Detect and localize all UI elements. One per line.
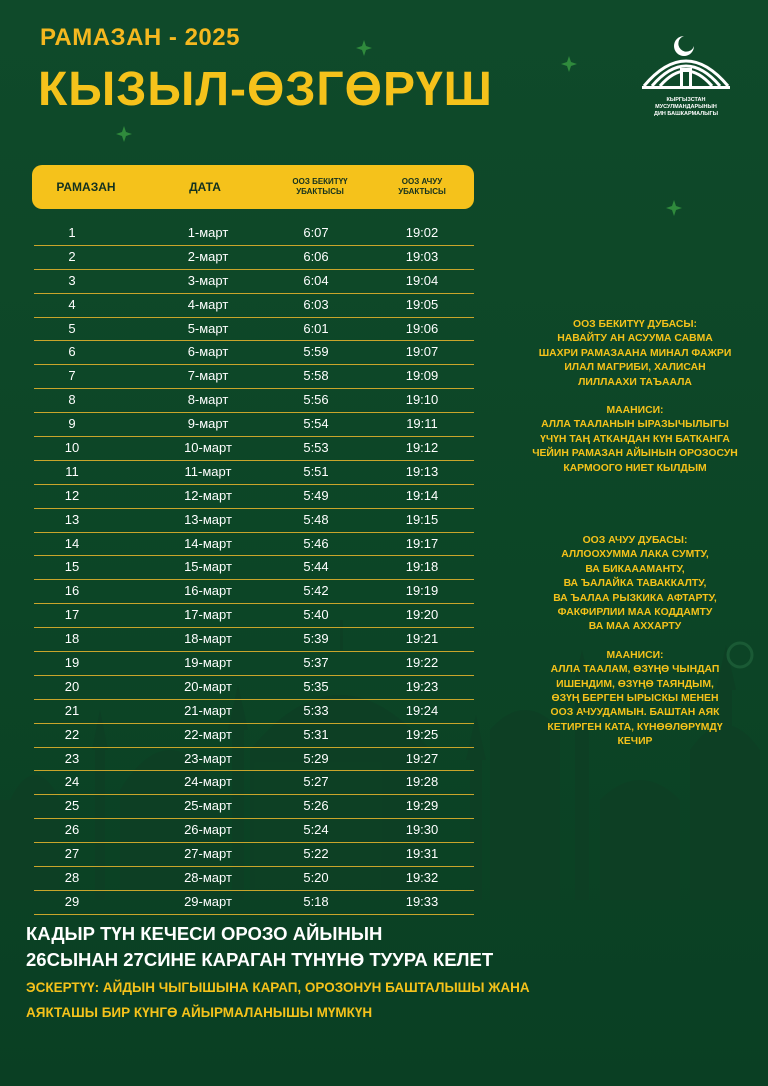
row-iftar-time: 19:09 (405, 368, 439, 384)
row-suhoor-time: 6:03 (303, 296, 329, 312)
row-iftar-time: 19:31 (405, 846, 439, 862)
mosque-logo-icon (638, 34, 734, 90)
row-day: 14 (64, 535, 80, 551)
table-header (32, 165, 474, 209)
row-date: 6-март (187, 344, 229, 360)
row-date: 29-март (184, 893, 232, 909)
row-iftar-time: 19:12 (405, 440, 439, 456)
row-date: 21-март (184, 702, 232, 718)
row-suhoor-time: 5:51 (303, 463, 329, 479)
row-iftar-time: 19:22 (405, 655, 439, 671)
row-suhoor-time: 5:53 (303, 440, 329, 456)
table-row (34, 724, 474, 748)
row-day: 19 (64, 655, 80, 671)
table-row (34, 341, 474, 365)
schedule-table (34, 222, 474, 915)
table-row (34, 246, 474, 270)
row-day: 18 (64, 631, 80, 647)
row-iftar-time: 19:29 (405, 798, 439, 814)
row-date: 2-март (187, 248, 229, 264)
row-day: 10 (64, 440, 80, 456)
suhoor-meaning-line: ҮЧҮН ТАҢ АТКАНДАН КҮН БАТКАНГА (540, 433, 730, 445)
row-suhoor-time: 6:04 (303, 272, 329, 288)
row-iftar-time: 19:30 (405, 822, 439, 838)
iftar-dua-line: ВА ЪАЛАЙКА ТАВАККАЛТУ, (563, 578, 707, 590)
table-row (34, 891, 474, 915)
footer-line2: 26СЫНАН 27СИНЕ КАРАГАН ТҮНҮНӨ ТУУРА КЕЛЕТ (26, 949, 494, 970)
row-iftar-time: 19:02 (405, 225, 439, 240)
footer-note1: ЭСКЕРТҮҮ: АЙДЫН ЧЫГЫШЫНА КАРАП, ОРОЗОНУН БАШТАЛЫШЫ ЖАНА (26, 980, 530, 995)
row-iftar-time: 19:21 (405, 631, 439, 647)
iftar-dua-line: ВА ЪАЛАА РЫЗКИКА АФТАРТУ, (553, 592, 717, 604)
row-day: 8 (68, 392, 76, 408)
row-iftar-time: 19:10 (405, 392, 439, 408)
row-suhoor-time: 5:59 (303, 344, 329, 360)
row-day: 25 (64, 798, 80, 814)
table-row (34, 628, 474, 652)
row-iftar-time: 19:32 (405, 870, 439, 886)
column-header-suhoor-line2: УБАКТЫСЫ (296, 187, 344, 196)
row-suhoor-time: 5:56 (303, 392, 329, 408)
row-suhoor-time: 5:18 (303, 893, 329, 909)
row-date: 19-март (184, 655, 232, 671)
row-suhoor-time: 5:54 (303, 416, 329, 432)
row-date: 1-март (187, 225, 229, 240)
column-header-iftar-line2: УБАКТЫСЫ (398, 187, 446, 196)
row-suhoor-time: 5:48 (303, 511, 329, 527)
row-date: 22-март (184, 726, 232, 742)
row-iftar-time: 19:24 (405, 702, 439, 718)
table-row (34, 389, 474, 413)
row-iftar-time: 19:20 (405, 607, 439, 623)
row-day: 3 (68, 272, 76, 288)
row-date: 3-март (187, 272, 229, 288)
row-date: 18-март (184, 631, 232, 647)
row-suhoor-time: 5:31 (303, 726, 329, 742)
iftar-dua-line: ВА МАА АХХАРТУ (588, 621, 682, 633)
row-day: 7 (68, 368, 76, 384)
row-date: 11-март (184, 463, 232, 479)
row-suhoor-time: 5:40 (303, 607, 329, 623)
table-row (34, 270, 474, 294)
table-row (34, 748, 474, 772)
table-row (34, 867, 474, 891)
table-row (34, 700, 474, 724)
logo-text-line1: КЫРГЫЗСТАН МУСУЛМАНДАРЫНЫН (655, 97, 717, 110)
row-day: 11 (65, 463, 79, 479)
iftar-meaning-line: КЕТИРГЕН КАТА, КҮНӨӨЛӨРҮМДҮ (547, 721, 723, 733)
row-date: 12-март (184, 487, 232, 503)
row-day: 20 (64, 678, 80, 694)
row-day: 23 (64, 750, 80, 766)
suhoor-meaning-line: АЛЛА ТААЛАНЫН ЫРАЗЫЧЫЛЫГЫ (541, 419, 729, 431)
row-suhoor-time: 5:49 (303, 487, 329, 503)
row-date: 24-март (184, 774, 232, 790)
table-row (34, 604, 474, 628)
suhoor-meaning-line: ЧЕЙИН РАМАЗАН АЙЫНЫН ОРОЗОСУН (532, 448, 738, 460)
row-day: 26 (64, 822, 80, 838)
laylat-al-qadr-note (26, 921, 746, 973)
row-day: 6 (68, 344, 76, 360)
row-day: 27 (64, 846, 80, 862)
row-day: 12 (64, 487, 80, 503)
suhoor-dua-line: ООЗ БЕКИТҮҮ ДУБАСЫ: (572, 319, 697, 330)
row-day: 5 (68, 320, 76, 336)
row-iftar-time: 19:15 (405, 511, 439, 527)
row-date: 7-март (187, 368, 229, 384)
row-suhoor-time: 5:29 (303, 750, 329, 766)
row-iftar-time: 19:23 (405, 678, 439, 694)
iftar-dua-block (515, 534, 755, 750)
row-date: 20-март (184, 678, 232, 694)
table-row (34, 294, 474, 318)
row-suhoor-time: 5:24 (303, 822, 329, 838)
row-suhoor-time: 6:01 (303, 320, 329, 336)
sparkle-icon (666, 200, 682, 216)
header-subtitle: РАМАЗАН - 2025 (40, 24, 240, 51)
iftar-meaning-line: ООЗ АЧУУДАМЫН. БАШТАН АЯК (550, 707, 720, 719)
sparkle-icon (116, 126, 132, 142)
table-row (34, 676, 474, 700)
row-iftar-time: 19:13 (405, 463, 439, 479)
row-date: 10-март (184, 440, 232, 456)
row-suhoor-time: 5:33 (303, 702, 329, 718)
row-iftar-time: 19:11 (406, 416, 438, 432)
row-iftar-time: 19:33 (405, 893, 439, 909)
suhoor-dua-line: ШАХРИ РАМАЗААНА МИНАЛ ФАЖРИ (538, 347, 732, 359)
row-date: 5-март (187, 320, 229, 336)
row-date: 28-март (184, 870, 232, 886)
row-date: 14-март (184, 535, 232, 551)
row-day: 15 (64, 559, 80, 575)
column-header-suhoor-line1: ООЗ БЕКИТҮҮ (292, 177, 348, 186)
row-date: 9-март (187, 416, 229, 432)
suhoor-dua-line: ЛИЛЛААХИ ТАЪААЛА (578, 376, 692, 388)
row-day: 24 (64, 774, 80, 790)
row-iftar-time: 19:17 (405, 535, 439, 551)
page-title: КЫЗЫЛ-ӨЗГӨРҮШ (38, 63, 493, 116)
iftar-dua-line: АЛЛООХУММА ЛАКА СУМТУ, (561, 549, 709, 561)
table-row (34, 222, 474, 246)
iftar-dua-line: ООЗ АЧУУ ДУБАСЫ: (582, 535, 688, 546)
table-row (34, 461, 474, 485)
iftar-dua-line: ВА БИКАААМАНТУ, (585, 563, 685, 575)
row-day: 29 (64, 893, 80, 909)
suhoor-dua-line: НАВАЙТУ АН АСУУМА САВМА (557, 333, 713, 345)
row-day: 9 (68, 416, 76, 432)
row-day: 4 (68, 296, 76, 312)
row-iftar-time: 19:19 (405, 583, 439, 599)
row-iftar-time: 19:27 (405, 750, 439, 766)
sparkle-icon (561, 56, 577, 72)
column-header-suhoor (270, 165, 370, 209)
column-header-ramazan: РАМАЗАН (56, 180, 116, 194)
column-header-iftar-line1: ООЗ АЧУУ (401, 177, 443, 186)
table-row (34, 771, 474, 795)
row-date: 17-март (184, 607, 232, 623)
moon-sighting-note (26, 975, 746, 1025)
table-row (34, 819, 474, 843)
row-suhoor-time: 5:22 (303, 846, 329, 862)
row-suhoor-time: 6:07 (303, 225, 329, 240)
suhoor-dua-block (515, 318, 755, 476)
iftar-meaning-line: ӨЗҮҢ БЕРГЕН ЫРЫСКЫ МЕНЕН (551, 693, 719, 705)
table-row (34, 365, 474, 389)
iftar-dua-line: ФАКФИРЛИИ МАА КОДДАМТУ (557, 607, 713, 619)
suhoor-meaning-line: МААНИСИ: (606, 405, 664, 417)
table-row (34, 413, 474, 437)
iftar-meaning-line: АЛЛА ТААЛАМ, ӨЗҮҢӨ ЧЫНДАП (550, 664, 720, 676)
table-row (34, 533, 474, 557)
row-date: 16-март (184, 583, 232, 599)
logo-text-line2: ДИН БАШКАРМАЛЫГЫ (654, 111, 718, 117)
row-iftar-time: 19:28 (405, 774, 439, 790)
row-suhoor-time: 5:35 (303, 678, 329, 694)
row-suhoor-time: 5:26 (303, 798, 329, 814)
iftar-meaning-line: МААНИСИ: (606, 649, 664, 661)
row-iftar-time: 19:18 (405, 559, 439, 575)
table-row (34, 485, 474, 509)
row-suhoor-time: 5:42 (303, 583, 329, 599)
row-suhoor-time: 5:44 (303, 559, 329, 575)
row-date: 23-март (184, 750, 232, 766)
column-header-date: ДАТА (189, 180, 221, 194)
row-date: 8-март (187, 392, 229, 408)
sparkle-icon (356, 40, 372, 56)
footer-line1: КАДЫР ТҮН КЕЧЕСИ ОРОЗО АЙЫНЫН (26, 923, 383, 944)
row-date: 25-март (184, 798, 232, 814)
row-suhoor-time: 5:37 (303, 655, 329, 671)
row-suhoor-time: 6:06 (303, 248, 329, 264)
row-day: 1 (68, 225, 76, 240)
row-iftar-time: 19:07 (405, 344, 439, 360)
table-row (34, 556, 474, 580)
row-day: 21 (64, 702, 80, 718)
row-iftar-time: 19:05 (405, 296, 439, 312)
organization-logo (638, 34, 734, 118)
table-row (34, 795, 474, 819)
row-date: 15-март (184, 559, 232, 575)
table-row (34, 318, 474, 342)
table-row (34, 437, 474, 461)
table-row (34, 652, 474, 676)
row-suhoor-time: 5:20 (303, 870, 329, 886)
row-date: 26-март (184, 822, 232, 838)
row-date: 4-март (187, 296, 229, 312)
iftar-meaning-line: КЕЧИР (617, 736, 653, 748)
row-iftar-time: 19:14 (405, 487, 439, 503)
row-iftar-time: 19:04 (405, 272, 439, 288)
footer-note2: АЯКТАШЫ БИР КҮНГӨ АЙЫРМАЛАНЫШЫ МҮМКҮН (26, 1005, 373, 1020)
row-suhoor-time: 5:39 (303, 631, 329, 647)
row-day: 28 (64, 870, 80, 886)
row-suhoor-time: 5:58 (303, 368, 329, 384)
row-iftar-time: 19:06 (405, 320, 439, 336)
table-row (34, 580, 474, 604)
row-suhoor-time: 5:27 (303, 774, 329, 790)
table-row (34, 843, 474, 867)
row-date: 27-март (184, 846, 232, 862)
column-header-iftar (370, 165, 474, 209)
row-date: 13-март (184, 511, 232, 527)
row-day: 16 (64, 583, 80, 599)
row-day: 13 (64, 511, 80, 527)
suhoor-dua-line: ИЛАЛ МАГРИБИ, ХАЛИСАН (564, 362, 706, 374)
table-row (34, 509, 474, 533)
row-day: 22 (64, 726, 80, 742)
row-day: 2 (68, 248, 76, 264)
row-day: 17 (64, 607, 80, 623)
iftar-meaning-line: ИШЕНДИМ, ӨЗҮҢӨ ТАЯНДЫМ, (556, 678, 714, 690)
row-iftar-time: 19:25 (405, 726, 439, 742)
suhoor-meaning-line: КАРМООГО НИЕТ КЫЛДЫМ (563, 462, 707, 474)
row-iftar-time: 19:03 (405, 248, 439, 264)
row-suhoor-time: 5:46 (303, 535, 329, 551)
